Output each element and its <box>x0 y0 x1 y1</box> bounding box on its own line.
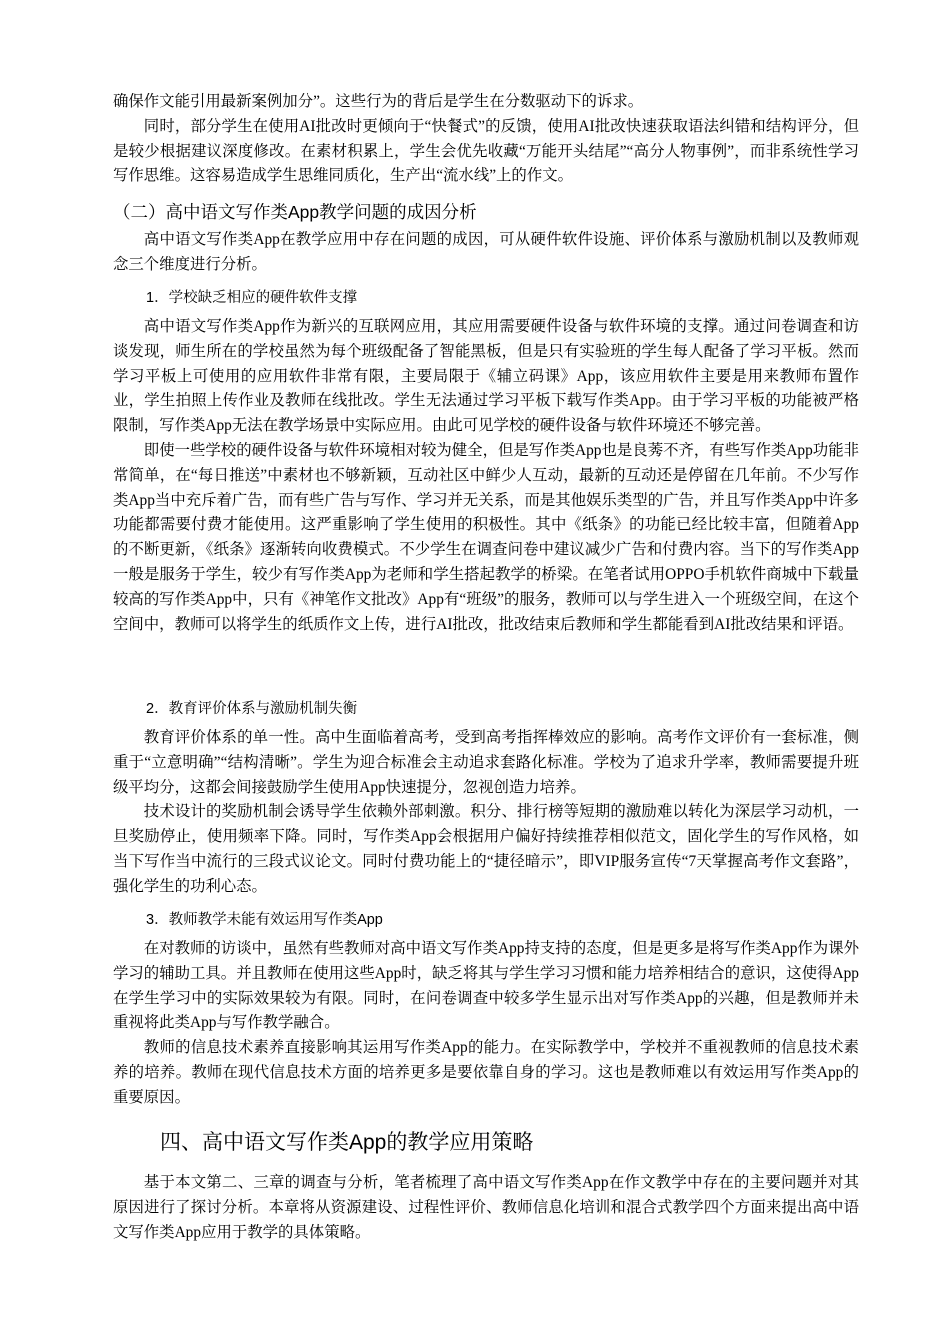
paragraph: 高中语文写作类App在教学应用中存在问题的成因，可从硬件软件设施、评价体系与激励机制以及教师观念三个维度进行分析。 <box>113 231 859 273</box>
subsection-heading: 1．学校缺乏相应的硬件软件支撑 <box>146 290 358 306</box>
section-intro <box>113 228 859 278</box>
paragraph: 技术设计的奖励机制会诱导学生依赖外部刺激。积分、排行榜等短期的激励难以转化为深层学习动机，一旦奖励停止，使用频率下降。同时，写作类App会根据用户偏好持续推荐相似范文，固化学生的写作风格，如当下写作当中流行的三段式议论文。同时付费功能上的“捷径暗示”，即VIP服务宣传“7天掌握高考作文套路”，强化学生的功利心态。 <box>113 803 859 895</box>
paragraph-block-top <box>113 90 859 189</box>
chapter-heading: 四、高中语文写作类App的教学应用策略 <box>160 1131 534 1154</box>
subsection-body <box>113 315 859 637</box>
paragraph: 在对教师的访谈中，虽然有些教师对高中语文写作类App持支持的态度，但是更多是将写作类App作为课外学习的辅助工具。并且教师在使用这些App时，缺乏将其与学生学习习惯和能力培养相结合的意识，这使得App在学生学习中的实际效果较为有限。同时，在问卷调查中较多学生显示出对写作类App的兴趣，但是教师并未重视将此类App与写作教学融合。 <box>113 940 859 1032</box>
paragraph: 即使一些学校的硬件设备与软件环境相对较为健全，但是写作类App也是良莠不齐，有些写作类App功能非常简单，在“每日推送”中素材也不够新颖，互动社区中鲜少人互动，最新的互动还是停留在几年前。不少写作类App当中充斥着广告，而有些广告与写作、学习并无关系，而是其他娱乐类型的广告，并且写作类App中许多功能都需要付费才能使用。这严重影响了学生使用的积极性。其中《纸条》的功能已经比较丰富，但随着App的不断更新，《纸条》逐渐转向收费模式。不少学生在调查问卷中建议减少广告和付费内容。当下的写作类App一般是服务于学生，较少有写作类App为老师和学生搭起教学的桥梁。在笔者试用OPPO手机软件商城中下载量较高的写作类App中，只有《神笔作文批改》App有“班级”的服务，教师可以与学生进入一个班级空间，在这个空间中，教师可以将学生的纸质作文上传，进行AI批改，批改结束后教师和学生都能看到AI批改结果和评语。 <box>113 441 859 633</box>
subsection-body <box>113 937 859 1111</box>
subsection-heading: 2．教育评价体系与激励机制失衡 <box>146 701 358 717</box>
paragraph: 高中语文写作类App作为新兴的互联网应用，其应用需要硬件设备与软件环境的支撑。通过问卷调查和访谈发现，师生所在的学校虽然为每个班级配备了智能黑板，但是只有实验班的学生每人配备了学习平板。然而学习平板上可使用的应用软件非常有限，主要局限于《辅立码课》App，该应用软件主要是用来教师布置作业，学生拍照上传作业及教师在线批改。学生无法通过学习平板下载写作类App。由于学习平板的功能被严格限制，写作类App无法在教学场景中实际应用。由此可见学校的硬件设备与软件环境还不够完善。 <box>113 318 859 435</box>
paragraph: 确保作文能引用最新案例加分”。这些行为的背后是学生在分数驱动下的诉求。 <box>113 93 644 110</box>
section-heading: （二）高中语文写作类App教学问题的成因分析 <box>113 202 477 222</box>
subsection-body <box>113 726 859 900</box>
paragraph: 教育评价体系的单一性。高中生面临着高考，受到高考指挥棒效应的影响。高考作文评价有一套标准，侧重于“立意明确”“结构清晰”。学生为迎合标准会主动追求套路化标准。学校为了追求升学率，教师需要提升班级平均分，这都会间接鼓励学生使用App快速提分，忽视创造力培养。 <box>113 729 859 796</box>
subsection-heading: 3．教师教学未能有效运用写作类App <box>146 912 383 928</box>
paragraph: 基于本文第二、三章的调查与分析，笔者梳理了高中语文写作类App在作文教学中存在的主要问题并对其原因进行了探讨分析。本章将从资源建设、过程性评价、教师信息化培训和混合式教学四个方面来提出高中语文写作类App应用于教学的具体策略。 <box>113 1174 859 1241</box>
paragraph: 同时，部分学生在使用AI批改时更倾向于“快餐式”的反馈，使用AI批改快速获取语法纠错和结构评分，但是较少根据建议深度修改。在素材积累上，学生会优先收藏“万能开头结尾”“高分人物事例”，而非系统性学习写作思维。这容易造成学生思维同质化，生产出“流水线”上的作文。 <box>113 117 859 185</box>
chapter-intro <box>113 1171 859 1245</box>
paragraph: 教师的信息技术素养直接影响其运用写作类App的能力。在实际教学中，学校并不重视教师的信息技术素养的培养。教师在现代信息技术方面的培养更多是要依靠自身的学习。这也是教师难以有效运用写作类App的重要原因。 <box>113 1039 859 1106</box>
